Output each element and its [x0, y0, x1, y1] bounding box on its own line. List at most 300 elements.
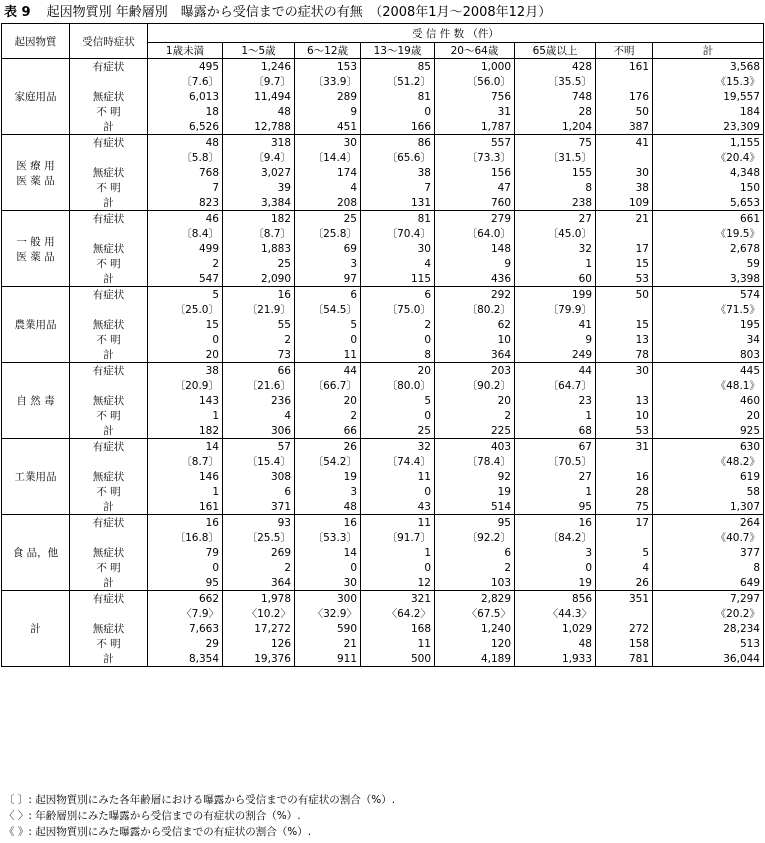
table-row: [2, 332, 764, 347]
value-cell: 371: [223, 499, 295, 515]
value-cell: 768: [148, 165, 223, 180]
value-cell: 〔5.8〕: [148, 150, 223, 165]
table-row: [2, 439, 764, 455]
value-cell: 387: [596, 119, 653, 135]
value-cell: 1: [148, 408, 223, 423]
value-cell: 20: [653, 408, 764, 423]
value-cell: 0: [148, 560, 223, 575]
header-symptom: 受信時症状: [70, 24, 148, 59]
symptom-label: 計: [70, 195, 148, 211]
value-cell: 1,000: [435, 59, 515, 75]
value-cell: 19: [435, 484, 515, 499]
value-cell: 〔80.2〕: [435, 302, 515, 317]
value-cell: 161: [148, 499, 223, 515]
symptom-label: 有症状: [70, 287, 148, 303]
value-cell: 148: [435, 241, 515, 256]
symptom-label: 計: [70, 575, 148, 591]
value-cell: 1,978: [223, 591, 295, 607]
value-cell: 0: [361, 560, 435, 575]
value-cell: 513: [653, 636, 764, 651]
symptom-label: 計: [70, 423, 148, 439]
value-cell: 26: [596, 575, 653, 591]
table-row: [2, 165, 764, 180]
value-cell: 16: [295, 515, 361, 531]
value-cell: 〔14.4〕: [295, 150, 361, 165]
value-cell: 67: [515, 439, 596, 455]
value-cell: 〔45.0〕: [515, 226, 596, 241]
value-cell: 1: [361, 545, 435, 560]
value-cell: 〔78.4〕: [435, 454, 515, 469]
table-caption: 起因物質別 年齢層別 曝露から受信までの症状の有無 （2008年1月～2008年12月）: [46, 5, 552, 20]
table-row: [2, 104, 764, 119]
value-cell: 30: [361, 241, 435, 256]
value-cell: 〔21.9〕: [223, 302, 295, 317]
symptom-label: 不 明: [70, 408, 148, 423]
value-cell: 272: [596, 621, 653, 636]
value-cell: 〔25.0〕: [148, 302, 223, 317]
value-cell: 〔9.4〕: [223, 150, 295, 165]
value-cell: 〔8.7〕: [148, 454, 223, 469]
value-cell: 17: [596, 241, 653, 256]
value-cell: 20: [148, 347, 223, 363]
symptom-label: 計: [70, 347, 148, 363]
value-cell: 199: [515, 287, 596, 303]
table-row: [2, 423, 764, 439]
value-cell: 5: [596, 545, 653, 560]
value-cell: 0: [361, 332, 435, 347]
value-cell: 〔54.2〕: [295, 454, 361, 469]
value-cell: 30: [295, 575, 361, 591]
value-cell: 38: [361, 165, 435, 180]
value-cell: 92: [435, 469, 515, 484]
value-cell: 1,240: [435, 621, 515, 636]
value-cell: 〔54.5〕: [295, 302, 361, 317]
value-cell: 2: [435, 560, 515, 575]
value-cell: 3,568: [653, 59, 764, 75]
value-cell: 1,029: [515, 621, 596, 636]
value-cell: 14: [295, 545, 361, 560]
value-cell: 300: [295, 591, 361, 607]
substance-cell: [2, 287, 70, 363]
value-cell: 81: [361, 89, 435, 104]
value-cell: 〔8.4〕: [148, 226, 223, 241]
value-cell: 364: [435, 347, 515, 363]
value-cell: 279: [435, 211, 515, 227]
value-cell: 34: [653, 332, 764, 347]
value-cell: 50: [596, 287, 653, 303]
value-cell: 7: [361, 180, 435, 195]
value-cell: 499: [148, 241, 223, 256]
value-cell: 500: [361, 651, 435, 667]
value-cell: 156: [435, 165, 515, 180]
table-row: [2, 575, 764, 591]
value-cell: 2: [148, 256, 223, 271]
value-cell: 〔9.7〕: [223, 74, 295, 89]
value-cell: 29: [148, 636, 223, 651]
value-cell: 〔73.3〕: [435, 150, 515, 165]
header-count-group: 受 信 件 数 （件）: [148, 24, 764, 43]
table-row: [2, 591, 764, 607]
value-cell: 161: [596, 59, 653, 75]
value-cell: 649: [653, 575, 764, 591]
value-cell: 460: [653, 393, 764, 408]
value-cell: 4,189: [435, 651, 515, 667]
substance-label: 医 薬 品: [16, 174, 55, 187]
table-row: [2, 606, 764, 621]
substance-label: 計: [30, 623, 41, 635]
value-cell: 146: [148, 469, 223, 484]
value-cell: 184: [653, 104, 764, 119]
header-age: 計: [653, 43, 764, 59]
table-title: [4, 3, 551, 23]
value-cell: 182: [223, 211, 295, 227]
value-cell: 44: [295, 363, 361, 379]
value-cell: 20: [295, 393, 361, 408]
value-cell: 4,348: [653, 165, 764, 180]
symptom-label: 不 明: [70, 180, 148, 195]
table-row: [2, 241, 764, 256]
value-cell: 〔90.2〕: [435, 378, 515, 393]
value-cell: 18: [148, 104, 223, 119]
value-cell: 〈44.3〉: [515, 606, 596, 621]
symptom-label: 無症状: [70, 469, 148, 484]
value-cell: 4: [596, 560, 653, 575]
value-cell: 〈10.2〉: [223, 606, 295, 621]
table-row: [2, 651, 764, 667]
value-cell: 95: [435, 515, 515, 531]
value-cell: 38: [596, 180, 653, 195]
value-cell: 《71.5》: [653, 302, 764, 317]
value-cell: 《48.2》: [653, 454, 764, 469]
value-cell: 13: [596, 332, 653, 347]
value-cell: 〔80.0〕: [361, 378, 435, 393]
symptom-label: 無症状: [70, 317, 148, 332]
table-row: [2, 499, 764, 515]
value-cell: 3,398: [653, 271, 764, 287]
value-cell: 41: [515, 317, 596, 332]
value-cell: 115: [361, 271, 435, 287]
symptom-label: 計: [70, 651, 148, 667]
symptom-label: 不 明: [70, 484, 148, 499]
substance-label: 医 療 用: [16, 159, 55, 172]
value-cell: 93: [223, 515, 295, 531]
value-cell: 781: [596, 651, 653, 667]
value-cell: 182: [148, 423, 223, 439]
value-cell: 547: [148, 271, 223, 287]
value-cell: 756: [435, 89, 515, 104]
value-cell: 3: [295, 256, 361, 271]
value-cell: 2: [223, 560, 295, 575]
value-cell: 0: [361, 408, 435, 423]
value-cell: 73: [223, 347, 295, 363]
poisoning-table: [1, 23, 764, 667]
value-cell: 20: [361, 363, 435, 379]
substance-cell: [2, 211, 70, 287]
value-cell: 48: [223, 104, 295, 119]
substance-label: 医 薬 品: [16, 250, 55, 263]
value-cell: 7,297: [653, 591, 764, 607]
value-cell: 10: [435, 332, 515, 347]
value-cell: 1,883: [223, 241, 295, 256]
value-cell: 10: [596, 408, 653, 423]
value-cell: 2: [223, 332, 295, 347]
value-cell: 〔16.8〕: [148, 530, 223, 545]
value-cell: 195: [653, 317, 764, 332]
substance-label: 自 然 毒: [16, 395, 55, 407]
value-cell: 143: [148, 393, 223, 408]
value-cell: 321: [361, 591, 435, 607]
value-cell: 4: [361, 256, 435, 271]
value-cell: 〔56.0〕: [435, 74, 515, 89]
value-cell: 〔8.7〕: [223, 226, 295, 241]
value-cell: 《19.5》: [653, 226, 764, 241]
symptom-label: 不 明: [70, 104, 148, 119]
symptom-label: [70, 454, 148, 469]
value-cell: 3: [515, 545, 596, 560]
value-cell: 27: [515, 469, 596, 484]
symptom-label: [70, 150, 148, 165]
value-cell: [596, 378, 653, 393]
value-cell: 760: [435, 195, 515, 211]
value-cell: 〔20.9〕: [148, 378, 223, 393]
value-cell: 21: [596, 211, 653, 227]
symptom-label: 有症状: [70, 59, 148, 75]
value-cell: 15: [596, 317, 653, 332]
value-cell: 17,272: [223, 621, 295, 636]
value-cell: 0: [295, 560, 361, 575]
table-row: [2, 636, 764, 651]
value-cell: 0: [361, 104, 435, 119]
value-cell: 57: [223, 439, 295, 455]
value-cell: 150: [653, 180, 764, 195]
value-cell: 445: [653, 363, 764, 379]
footnote: 〈 〉: 年齢層別にみた曝露から受信までの有症状の割合（%）.: [4, 810, 301, 822]
value-cell: 〈32.9〉: [295, 606, 361, 621]
substance-cell: [2, 515, 70, 591]
value-cell: [596, 150, 653, 165]
header-age: 不明: [596, 43, 653, 59]
symptom-label: [70, 226, 148, 241]
value-cell: 662: [148, 591, 223, 607]
symptom-label: 有症状: [70, 515, 148, 531]
footnote: 《 》: 起因物質別にみた曝露から受信までの有症状の割合（%）.: [4, 826, 312, 838]
symptom-label: 有症状: [70, 211, 148, 227]
table-row: [2, 211, 764, 227]
symptom-label: [70, 606, 148, 621]
value-cell: 3: [295, 484, 361, 499]
table-row: [2, 469, 764, 484]
value-cell: 1: [148, 484, 223, 499]
value-cell: 8: [515, 180, 596, 195]
table-row: [2, 347, 764, 363]
table-row: [2, 545, 764, 560]
value-cell: 58: [653, 484, 764, 499]
value-cell: 38: [148, 363, 223, 379]
value-cell: 〔33.9〕: [295, 74, 361, 89]
header-age: 1～5歳: [223, 43, 295, 59]
value-cell: 1,155: [653, 135, 764, 151]
value-cell: 126: [223, 636, 295, 651]
table-row: [2, 119, 764, 135]
value-cell: 7,663: [148, 621, 223, 636]
value-cell: 364: [223, 575, 295, 591]
value-cell: 3,027: [223, 165, 295, 180]
value-cell: 292: [435, 287, 515, 303]
value-cell: 289: [295, 89, 361, 104]
value-cell: 16: [596, 469, 653, 484]
value-cell: 19: [295, 469, 361, 484]
value-cell: 23,309: [653, 119, 764, 135]
substance-label: 一 般 用: [16, 235, 55, 248]
value-cell: 〔70.5〕: [515, 454, 596, 469]
value-cell: 〔7.6〕: [148, 74, 223, 89]
value-cell: 1: [515, 408, 596, 423]
value-cell: 28,234: [653, 621, 764, 636]
value-cell: 48: [295, 499, 361, 515]
value-cell: 55: [223, 317, 295, 332]
table-row: [2, 317, 764, 332]
table-row: [2, 271, 764, 287]
value-cell: 925: [653, 423, 764, 439]
value-cell: [596, 226, 653, 241]
value-cell: [596, 530, 653, 545]
value-cell: 〈67.5〉: [435, 606, 515, 621]
value-cell: 〔25.5〕: [223, 530, 295, 545]
value-cell: 32: [515, 241, 596, 256]
value-cell: 318: [223, 135, 295, 151]
table-row: [2, 226, 764, 241]
table-row: [2, 560, 764, 575]
table-row: [2, 530, 764, 545]
value-cell: 97: [295, 271, 361, 287]
symptom-label: [70, 530, 148, 545]
value-cell: 9: [435, 256, 515, 271]
value-cell: 30: [295, 135, 361, 151]
value-cell: 16: [148, 515, 223, 531]
value-cell: 〔35.5〕: [515, 74, 596, 89]
value-cell: 1,787: [435, 119, 515, 135]
value-cell: 30: [596, 165, 653, 180]
value-cell: 44: [515, 363, 596, 379]
value-cell: 8: [653, 560, 764, 575]
value-cell: 12: [361, 575, 435, 591]
value-cell: 11: [361, 469, 435, 484]
value-cell: 574: [653, 287, 764, 303]
footnotes: [4, 792, 395, 840]
value-cell: 19: [515, 575, 596, 591]
value-cell: 31: [596, 439, 653, 455]
value-cell: 351: [596, 591, 653, 607]
value-cell: 21: [295, 636, 361, 651]
value-cell: 131: [361, 195, 435, 211]
symptom-label: 不 明: [70, 560, 148, 575]
value-cell: 31: [435, 104, 515, 119]
substance-cell: [2, 59, 70, 135]
value-cell: 168: [361, 621, 435, 636]
value-cell: 20: [435, 393, 515, 408]
value-cell: 95: [515, 499, 596, 515]
value-cell: 0: [295, 332, 361, 347]
value-cell: 1: [515, 484, 596, 499]
value-cell: 〔70.4〕: [361, 226, 435, 241]
value-cell: 0: [515, 560, 596, 575]
substance-cell: [2, 135, 70, 211]
value-cell: 2,829: [435, 591, 515, 607]
symptom-label: 無症状: [70, 621, 148, 636]
value-cell: 0: [148, 332, 223, 347]
value-cell: 7: [148, 180, 223, 195]
value-cell: 〔15.4〕: [223, 454, 295, 469]
value-cell: 〔74.4〕: [361, 454, 435, 469]
header-age: 1歳未満: [148, 43, 223, 59]
value-cell: 5,653: [653, 195, 764, 211]
value-cell: 〔84.2〕: [515, 530, 596, 545]
value-cell: 120: [435, 636, 515, 651]
value-cell: 6: [295, 287, 361, 303]
symptom-label: 有症状: [70, 591, 148, 607]
value-cell: 50: [596, 104, 653, 119]
value-cell: 19,557: [653, 89, 764, 104]
value-cell: 1,307: [653, 499, 764, 515]
value-cell: 75: [515, 135, 596, 151]
value-cell: 《40.7》: [653, 530, 764, 545]
substance-label: 家庭用品: [14, 91, 57, 103]
value-cell: 823: [148, 195, 223, 211]
symptom-label: 不 明: [70, 332, 148, 347]
value-cell: 155: [515, 165, 596, 180]
value-cell: 208: [295, 195, 361, 211]
value-cell: 16: [515, 515, 596, 531]
value-cell: 62: [435, 317, 515, 332]
value-cell: 1,204: [515, 119, 596, 135]
value-cell: 5: [361, 393, 435, 408]
table-row: [2, 59, 764, 75]
value-cell: 78: [596, 347, 653, 363]
substance-cell: [2, 439, 70, 515]
value-cell: 495: [148, 59, 223, 75]
value-cell: 23: [515, 393, 596, 408]
value-cell: 176: [596, 89, 653, 104]
symptom-label: 有症状: [70, 135, 148, 151]
value-cell: 〈64.2〉: [361, 606, 435, 621]
value-cell: 15: [148, 317, 223, 332]
value-cell: 〔21.6〕: [223, 378, 295, 393]
value-cell: 8,354: [148, 651, 223, 667]
symptom-label: 無症状: [70, 89, 148, 104]
value-cell: 748: [515, 89, 596, 104]
symptom-label: 無症状: [70, 165, 148, 180]
table-row: [2, 302, 764, 317]
table-row: [2, 150, 764, 165]
substance-label: 工業用品: [14, 471, 57, 483]
value-cell: 25: [361, 423, 435, 439]
value-cell: 〔65.6〕: [361, 150, 435, 165]
value-cell: 306: [223, 423, 295, 439]
table-row: [2, 256, 764, 271]
value-cell: 1: [515, 256, 596, 271]
value-cell: 2: [435, 408, 515, 423]
value-cell: 238: [515, 195, 596, 211]
table-row: [2, 393, 764, 408]
value-cell: 2: [361, 317, 435, 332]
table-row: [2, 408, 764, 423]
value-cell: 79: [148, 545, 223, 560]
value-cell: 2,678: [653, 241, 764, 256]
value-cell: 《20.4》: [653, 150, 764, 165]
substance-cell: [2, 363, 70, 439]
value-cell: 803: [653, 347, 764, 363]
value-cell: 630: [653, 439, 764, 455]
